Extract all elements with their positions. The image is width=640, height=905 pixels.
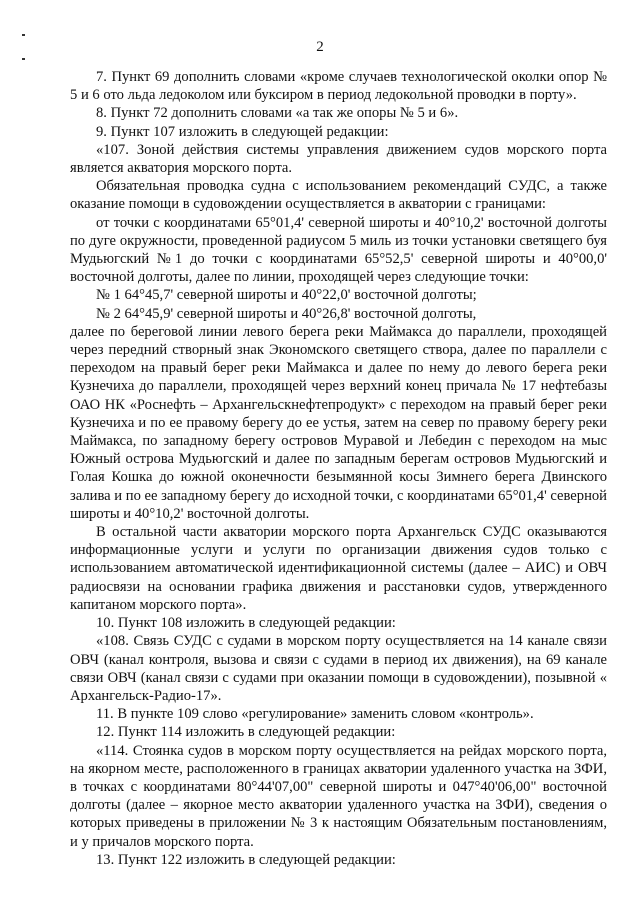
paragraph-boundary-route: далее по береговой линии левого берега реки Маймакса до параллели, проходящей через передний створный знак Экономского светящего створа, далее по параллели с переходом на правый берег реки Маймакса и далее по нему до левого берега реки Кузнечиха до параллели, проходящей через верхний конец причала № 17 нефтебазы ОАО НК «Роснефть – Архангельскнефтепродукт» с переходом на правый берег реки Кузнечиха и по ее правому берегу до ее устья, затем на север по правому берегу реки Маймакса, по западному берегу островов Муравой и Лебедин с переходом на мыс Южный острова Мудьюгский и далее по западным берегам островов Мудьюгский и Голая Кошка до южной оконечности безымянной косы Зимнего берега Двинского залива и по ее западному берегу до исходной точки, с координатами 65°01,4' северной широты и 40°10,2' восточной долготы. <box>70 323 607 522</box>
document-body <box>70 68 607 869</box>
paragraph-boundary-start: от точки с координатами 65°01,4' северной широты и 40°10,2' восточной долготы по дуге окружности, проведенной радиусом 5 миль из точки установки светящего буя Мудьюгский №1 до точки с координатами 65°52,5' северной широты и 40°00,0' восточной долготы, далее по линии, проходящей через следующие точки: <box>70 214 607 286</box>
paragraph-item-8: 8. Пункт 72 дополнить словами «а так же опоры № 5 и 6». <box>96 105 459 122</box>
page-number: 2 <box>316 39 324 55</box>
paragraph-item-9: 9. Пункт 107 изложить в следующей редакции: <box>96 123 389 140</box>
paragraph-item-7: 7. Пункт 69 дополнить словами «кроме случаев технологической околки опор № 5 и 6 ото льда ледоколом или буксиром в период ледокольной проводки в порту». <box>70 69 607 104</box>
paragraph-107-intro: «107. Зоной действия системы управления движением судов морского порта является акватория морского порта. <box>70 141 607 177</box>
paragraph-item-10: 10. Пункт 108 изложить в следующей редакции: <box>96 615 396 632</box>
paragraph-108-text: «108. Связь СУДС с судами в морском порту осуществляется на 14 канале связи ОВЧ (канал контроля, вызова и связи с судами в период их движения), на 69 канале связи ОВЧ (канал связи с судами при оказании помощи в судовождении), позывной « Архангельск-Радио-17». <box>70 633 607 704</box>
paragraph-item-12: 12. Пункт 114 изложить в следующей редакции: <box>96 724 396 741</box>
scan-mark <box>22 58 25 60</box>
scan-mark <box>22 34 25 36</box>
paragraph-114-text: «114. Стоянка судов в морском порту осуществляется на рейдах морского порта, на якорном месте, расположенного в границах акватории удаленного участка на ЗФИ, в точках с координатами 80°44'07,00" северной широты и 047°40'06,00" восточной долготы (далее – якорное место акватории удаленного участка на ЗФИ), сведения о которых приведены в приложении № 3 к настоящим Обязательным постановлениям, и у причалов морского порта. <box>70 742 607 850</box>
paragraph-item-11: 11. В пункте 109 слово «регулирование» заменить словом «контроль». <box>96 706 534 723</box>
boundary-point-1: № 1 64°45,7' северной широты и 40°22,0' восточной долготы; <box>96 287 477 304</box>
paragraph-mandatory-pilotage: Обязательная проводка судна с использованием рекомендаций СУДС, а также оказание помощи в судовождении осуществляется в акватории с границами: <box>70 178 607 213</box>
boundary-point-2: № 2 64°45,9' северной широты и 40°26,8' восточной долготы, <box>96 305 477 322</box>
paragraph-item-13: 13. Пункт 122 изложить в следующей редакции: <box>96 851 396 868</box>
paragraph-other-area: В остальной части акватории морского порта Архангельск СУДС оказываются информационные услуги и услуги по организации движения судов только с использованием автоматической идентификационной системы (далее – АИС) и ОВЧ радиосвязи на основании графика движения и расстановки судов, утвержденного капитаном морского порта». <box>70 524 607 613</box>
